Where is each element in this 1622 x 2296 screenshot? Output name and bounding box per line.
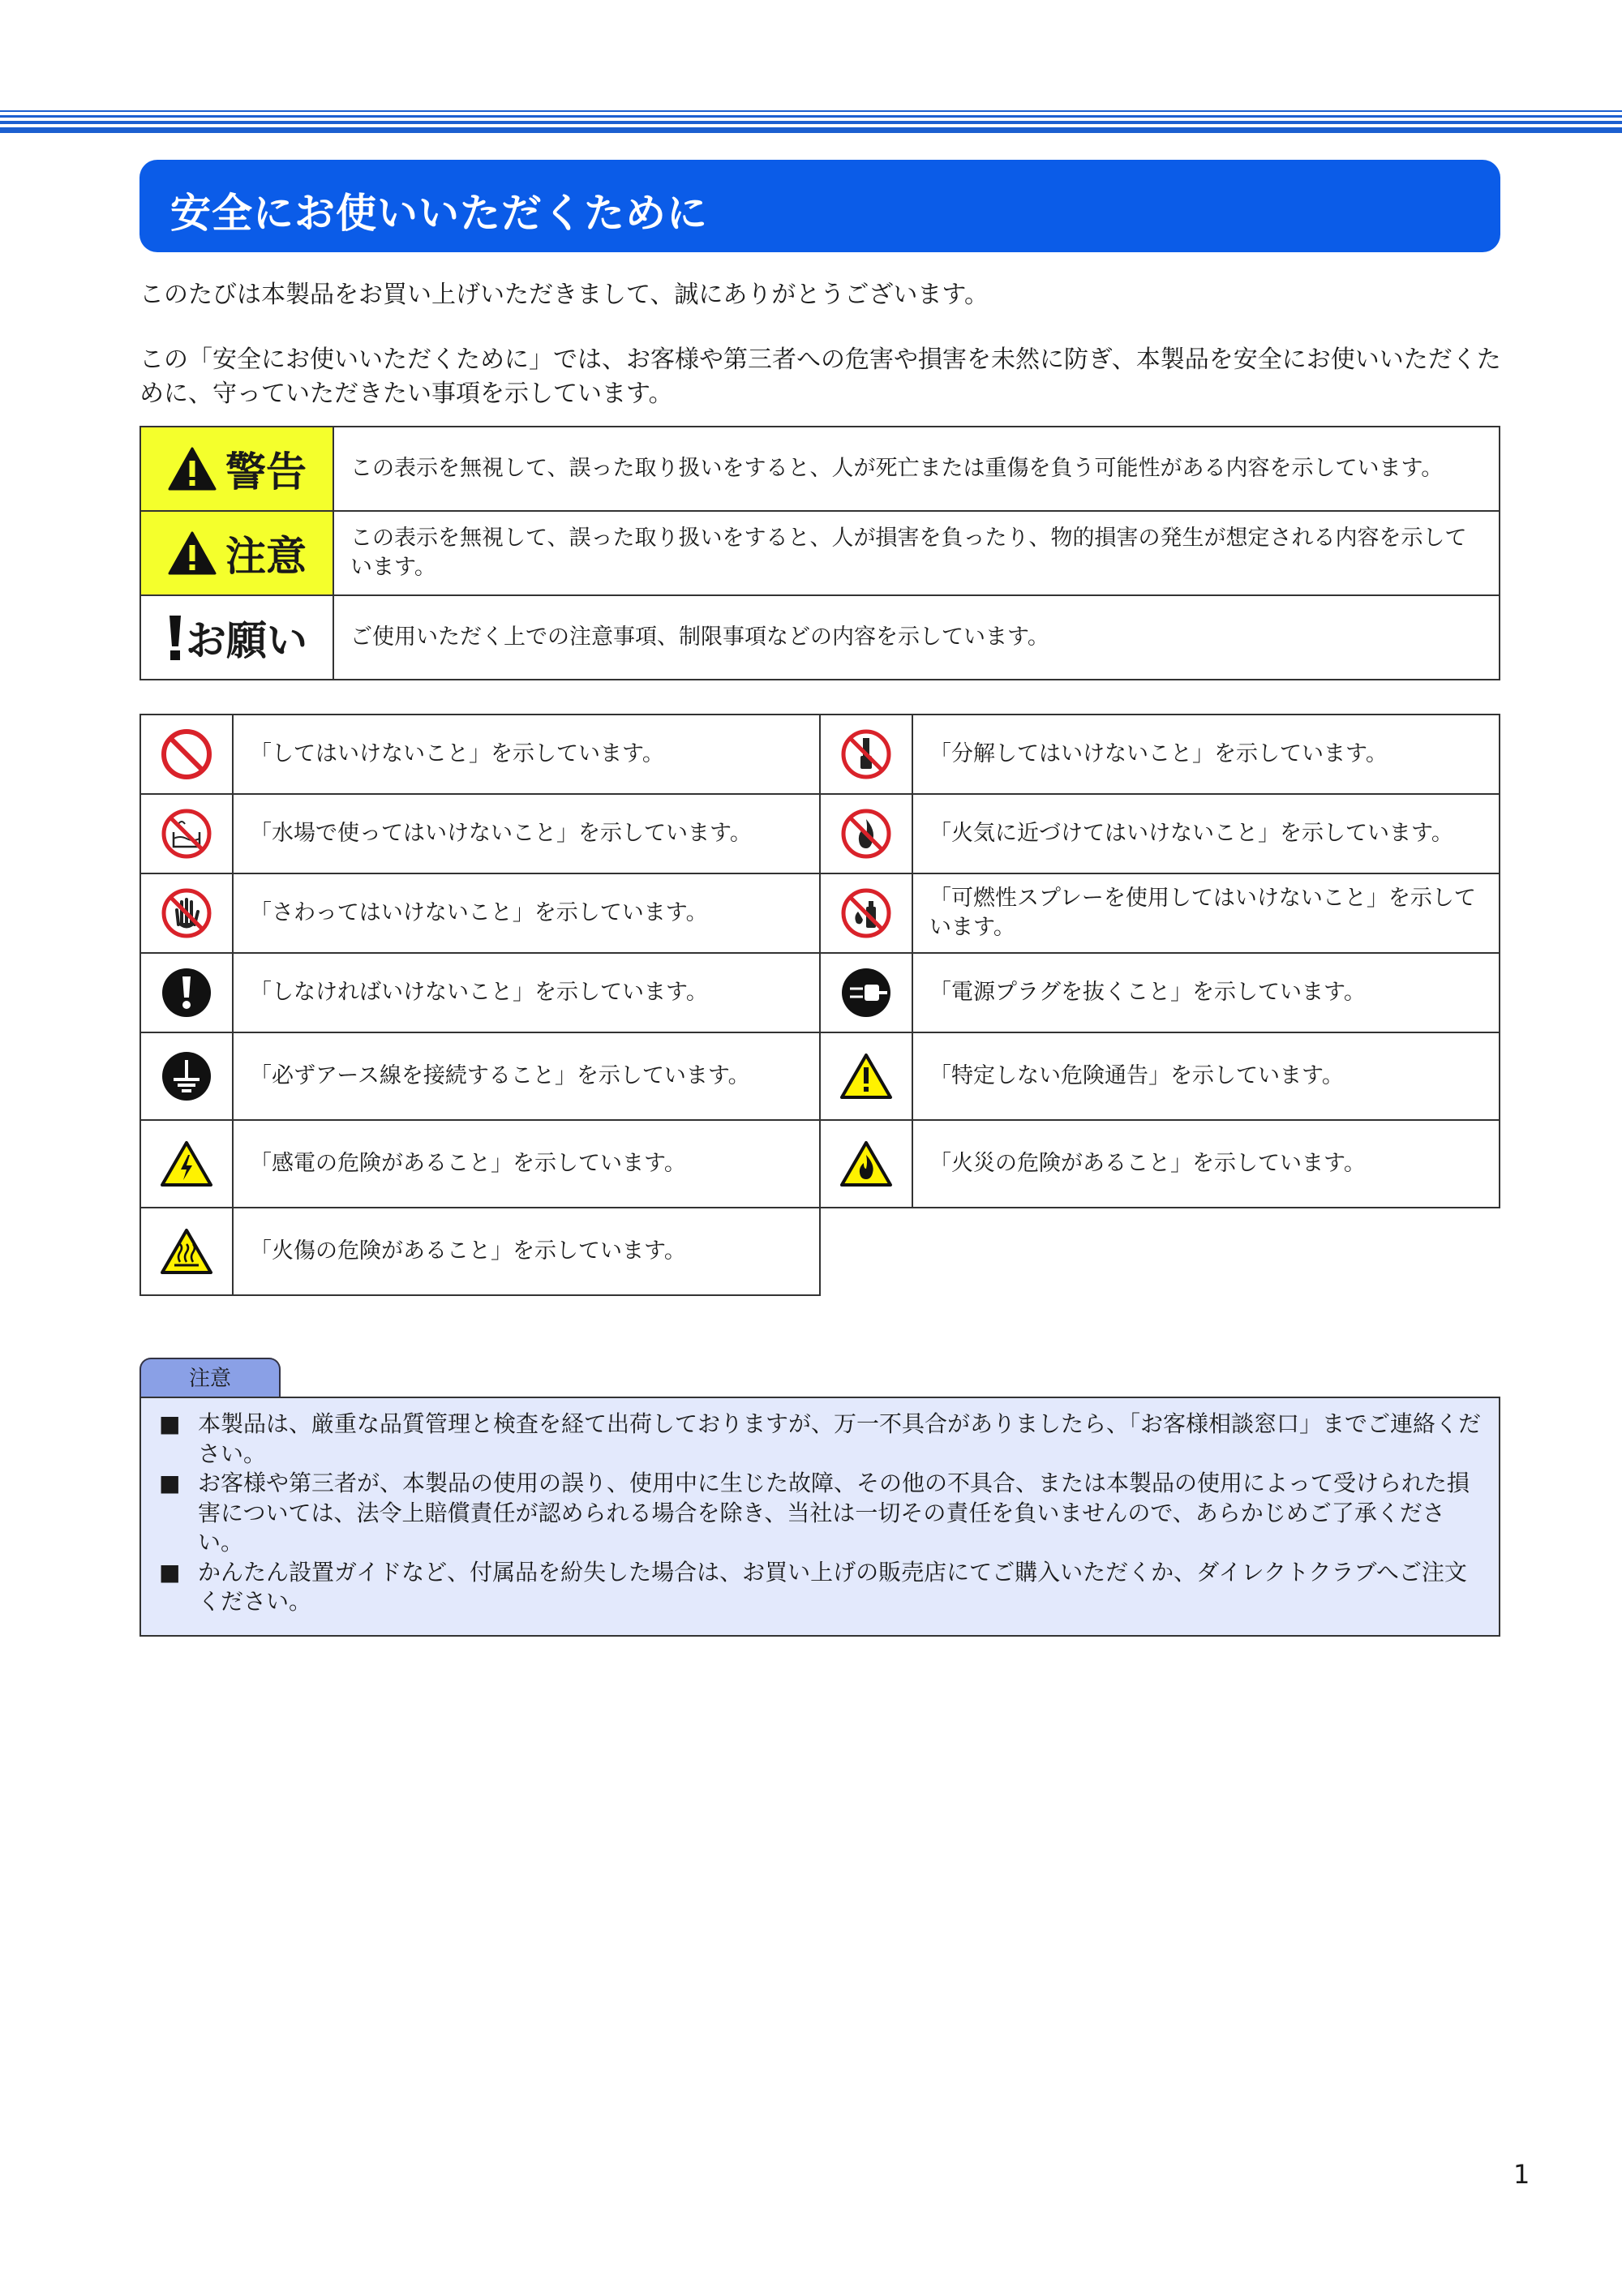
symbol-table-right	[819, 714, 1500, 1208]
fire-hazard-icon	[839, 1140, 893, 1187]
symbol-row	[820, 794, 1500, 873]
symbol-description: 「分解してはいけないこと」を示しています。	[912, 715, 1500, 794]
symbol-row	[140, 873, 820, 953]
general-danger-icon	[839, 1053, 893, 1100]
level-row-caution	[140, 511, 1500, 595]
warning-triangle-icon	[167, 446, 217, 491]
no-disassembly-icon	[840, 728, 892, 780]
symbol-description: 「しなければいけないこと」を示しています。	[233, 953, 820, 1032]
note-tab: 注意	[139, 1358, 281, 1398]
symbol-description: 「感電の危険があること」を示しています。	[233, 1120, 820, 1208]
symbol-row	[140, 715, 820, 794]
symbol-row	[140, 794, 820, 873]
level-row-request	[140, 595, 1500, 680]
symbol-description: 「火傷の危険があること」を示しています。	[233, 1208, 820, 1295]
title-bar	[139, 160, 1500, 252]
level-label-cell	[140, 511, 333, 595]
level-label-cell	[140, 427, 333, 511]
bullet-square-icon: ■	[159, 1470, 181, 1496]
level-description: この表示を無視して、誤った取り扱いをすると、人が損害を負ったり、物的損害の発生が想定される内容を示しています。	[333, 511, 1500, 595]
page-number: 1	[1513, 2159, 1530, 2190]
note-list	[141, 1398, 1499, 1617]
symbol-row	[140, 1120, 820, 1208]
symbol-description: 「特定しない危険通告」を示しています。	[912, 1032, 1500, 1120]
symbol-row	[820, 1120, 1500, 1208]
exclamation-icon	[166, 614, 184, 661]
no-fire-icon	[840, 808, 892, 860]
symbol-row	[820, 873, 1500, 953]
symbol-row	[140, 953, 820, 1032]
hot-surface-icon	[160, 1228, 213, 1275]
header-rule	[0, 110, 1622, 133]
level-label: 警告	[225, 448, 307, 496]
electric-shock-icon	[160, 1140, 213, 1187]
level-label: 注意	[225, 533, 307, 580]
symbol-row	[820, 715, 1500, 794]
symbol-row	[140, 1032, 820, 1120]
note-box	[139, 1397, 1500, 1637]
symbol-description: 「水場で使ってはいけないこと」を示しています。	[233, 794, 820, 873]
level-row-warning	[140, 427, 1500, 511]
symbol-description: 「電源プラグを抜くこと」を示しています。	[912, 953, 1500, 1032]
symbol-row	[140, 1208, 820, 1295]
intro-paragraph-2: この「安全にお使いいただくために」では、お客様や第三者への危害や損害を未然に防ぎ、本製品を安全にお使いいただくために、守っていただきたい事項を示しています。	[139, 345, 1501, 408]
intro-paragraph-1: このたびは本製品をお買い上げいただきまして、誠にありがとうございます。	[139, 281, 989, 309]
symbol-description: 「火気に近づけてはいけないこと」を示しています。	[912, 794, 1500, 873]
no-touch-icon	[161, 887, 212, 939]
mandatory-icon	[161, 967, 212, 1019]
symbol-row	[820, 1032, 1500, 1120]
level-label-cell	[140, 595, 333, 680]
symbol-row	[820, 953, 1500, 1032]
symbol-table-left	[139, 714, 821, 1296]
level-label: お願い	[186, 617, 307, 664]
unplug-icon	[840, 967, 892, 1019]
note-item: ■ かんたん設置ガイドなど、付属品を紛失した場合は、お買い上げの販売店にてご購入いただくか、ダイレクトクラブへご注文ください。	[159, 1558, 1467, 1615]
page-title: 安全にお使いいただくために	[170, 190, 708, 237]
symbol-description: 「してはいけないこと」を示しています。	[233, 715, 820, 794]
warning-levels-table	[139, 426, 1500, 680]
note-item: ■ お客様や第三者が、本製品の使用の誤り、使用中に生じた故障、その他の不具合、または本製品の使用によって受けられた損害については、法令上賠償責任が認められる場合を除き、当社は一切その責任を負いませんので、あらかじめご了承ください。	[159, 1470, 1470, 1556]
no-water-icon	[161, 808, 212, 860]
warning-triangle-icon	[167, 530, 217, 576]
bullet-square-icon: ■	[159, 1558, 181, 1586]
symbol-description: 「火災の危険があること」を示しています。	[912, 1120, 1500, 1208]
symbol-description: 「必ずアース線を接続すること」を示しています。	[233, 1032, 820, 1120]
bullet-square-icon: ■	[159, 1410, 181, 1437]
note-item: ■ 本製品は、厳重な品質管理と検査を経て出荷しておりますが、万一不具合がありましたら、「お客様相談窓口」までご連絡ください。	[159, 1410, 1482, 1467]
symbol-description: 「可燃性スプレーを使用してはいけないこと」を示しています。	[912, 873, 1500, 953]
ground-icon	[161, 1050, 212, 1102]
level-description: ご使用いただく上での注意事項、制限事項などの内容を示しています。	[333, 595, 1500, 680]
no-spray-icon	[840, 887, 892, 939]
prohibited-icon	[161, 728, 212, 780]
symbol-description: 「さわってはいけないこと」を示しています。	[233, 873, 820, 953]
level-description: この表示を無視して、誤った取り扱いをすると、人が死亡または重傷を負う可能性がある内容を示しています。	[333, 427, 1500, 511]
